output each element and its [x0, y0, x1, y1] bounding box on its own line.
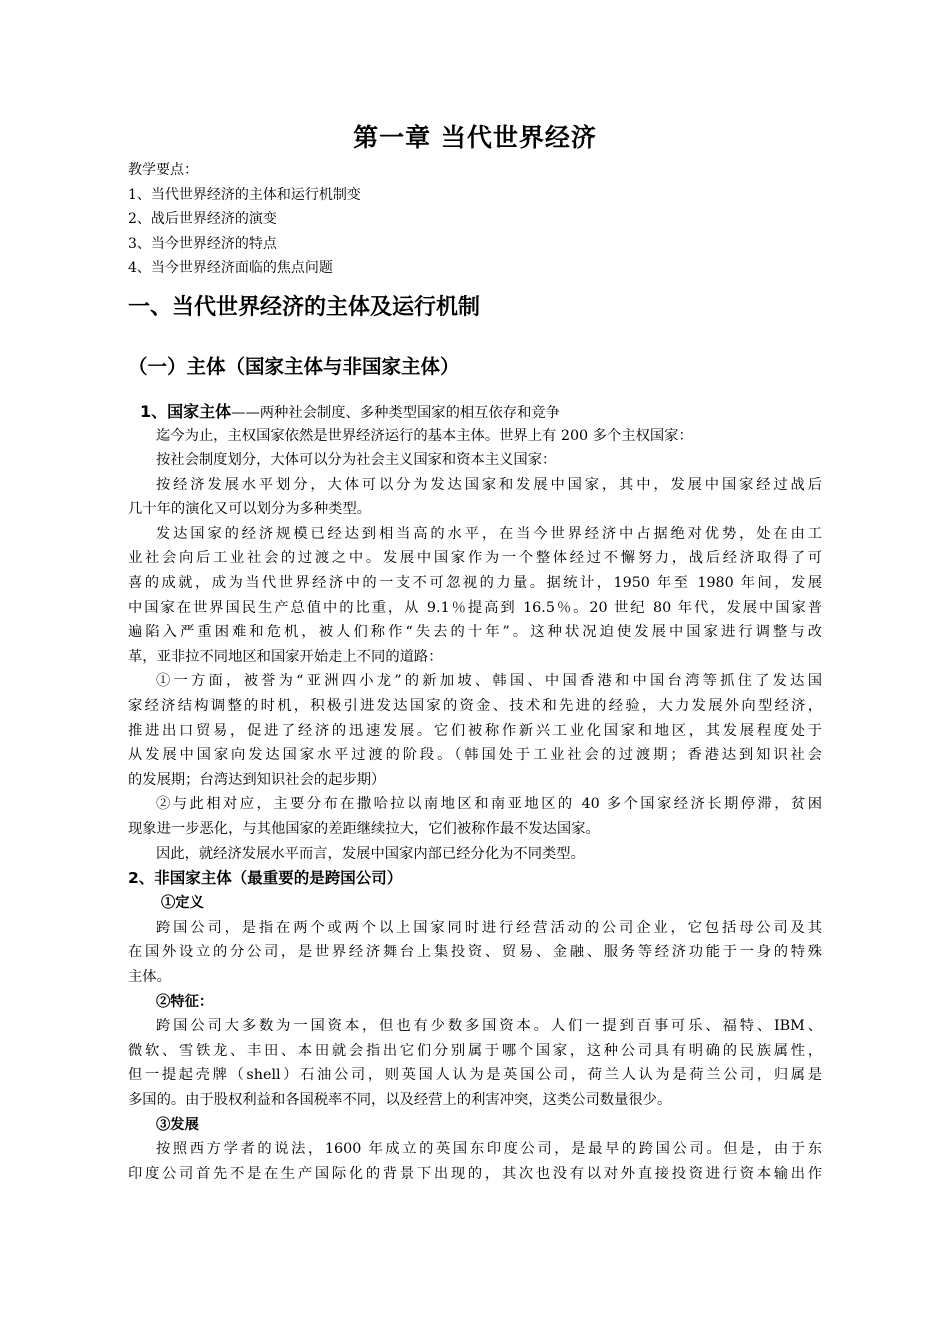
outline-item: 4、当今世界经济面临的焦点问题	[128, 260, 333, 276]
paragraph-line: 业社会向后工业社会的过渡之中。发展中国家作为一个整体经过不懈努力，战后经济取得了可	[128, 550, 822, 567]
paragraph-line: 革，亚非拉不同地区和国家开始走上不同的道路：	[128, 648, 443, 665]
paragraph	[128, 1137, 822, 1186]
paragraph-line: 迄今为止，主权国家依然是世界经济运行的基本主体。世界上有 200 多个主权国家：	[156, 427, 693, 444]
features-label: ②特征：	[156, 993, 214, 1010]
paragraph-line: 在国外设立的分公司，是世界经济舞台上集投资、贸易、金融、服务等经济功能于一身的特殊	[128, 944, 822, 961]
document-body	[128, 118, 822, 1186]
paragraph-line: 推进出口贸易，促进了经济的迅速发展。它们被称作新兴工业化国家和地区，其发展程度处于	[128, 722, 822, 739]
section-heading: 一、当代世界经济的主体及运行机制	[128, 294, 481, 320]
paragraph	[128, 424, 822, 449]
paragraph	[128, 473, 822, 522]
state-actor-heading	[128, 399, 822, 424]
paragraph-line: 多国的。由于股权利益和各国税率不同，以及经营上的利害冲突，这类公司数量很少。	[128, 1091, 672, 1108]
paragraph-line: 几十年的演化又可以划分为多种类型。	[128, 501, 372, 518]
development-label: ③发展	[156, 1116, 199, 1133]
paragraph	[128, 522, 822, 670]
paragraph-line: 按社会制度划分，大体可以分为社会主义国家和资本主义国家：	[156, 452, 557, 469]
paragraph	[128, 448, 822, 473]
outline-item: 1、当代世界经济的主体和运行机制变	[128, 186, 361, 203]
non-state-actor-heading: 2、非国家主体（最重要的是跨国公司）	[128, 869, 403, 888]
outline-item: 2、战后世界经济的演变	[128, 211, 277, 227]
state-actor-heading-rest: ——两种社会制度、多种类型国家的相互依存和竞争	[231, 404, 560, 421]
paragraph-line: 按照西方学者的说法，1600 年成立的英国东印度公司，是最早的跨国公司。但是，由于东	[156, 1141, 822, 1158]
subsection-heading: （一）主体（国家主体与非国家主体）	[128, 354, 460, 378]
paragraph-line: 微软、雪铁龙、丰田、本田就会指出它们分别属于哪个国家，这种公司具有明确的民族属性，	[128, 1042, 822, 1059]
paragraph-line: 喜的成就，成为当代世界经济中的一支不可忽视的力量。据统计，1950 年至 1980 年间，发展	[128, 575, 822, 592]
paragraph-line: 跨国公司，是指在两个或两个以上国家同时进行经营活动的公司企业，它包括母公司及其	[156, 919, 822, 936]
paragraph-line: 的发展期；台湾达到知识社会的起步期）	[128, 771, 386, 788]
paragraph-line: ①一方面，被誉为“亚洲四小龙”的新加坡、韩国、中国香港和中国台湾等抓住了发达国	[156, 673, 822, 690]
paragraph-line: 遍陷入严重困难和危机，被人们称作“失去的十年”。这种状况迫使发展中国家进行调整与改	[128, 624, 822, 641]
paragraph	[128, 842, 822, 867]
outline-label: 教学要点：	[128, 162, 198, 178]
paragraph	[128, 669, 822, 792]
paragraph-line: 跨国公司大多数为一国资本，但也有少数多国资本。人们一提到百事可乐、福特、IBM、	[156, 1018, 822, 1035]
paragraph	[128, 1014, 822, 1112]
paragraph	[128, 792, 822, 841]
state-actor-heading-bold: 1、国家主体	[140, 401, 232, 421]
paragraph-line: 因此，就经济发展水平而言，发展中国家内部已经分化为不同类型。	[156, 845, 585, 862]
paragraph	[128, 916, 822, 990]
teaching-outline	[128, 158, 822, 281]
outline-item: 3、当今世界经济的特点	[128, 235, 277, 252]
definition-label: ①定义	[161, 895, 204, 912]
paragraph-line: 印度公司首先不是在生产国际化的背景下出现的，其次也没有以对外直接投资进行资本输出作	[128, 1165, 822, 1182]
paragraph-line: 按经济发展水平划分，大体可以分为发达国家和发展中国家，其中，发展中国家经过战后	[156, 476, 822, 493]
chapter-title: 第一章 当代世界经济	[353, 123, 597, 152]
paragraph-line: ②与此相对应，主要分布在撒哈拉以南地区和南亚地区的 40 多个国家经济长期停滞，贫困	[156, 796, 822, 813]
paragraph-line: 但一提起壳牌（shell）石油公司，则英国人认为是英国公司，荷兰人认为是荷兰公司，归属是	[128, 1067, 822, 1084]
paragraph-line: 家经济结构调整的时机，积极引进发达国家的资金、技术和先进的经验，大力发展外向型经济，	[128, 698, 822, 715]
paragraph-line: 发达国家的经济规模已经达到相当高的水平，在当今世界经济中占据绝对优势，处在由工	[156, 525, 822, 542]
paragraph-line: 中国家在世界国民生产总值中的比重，从 9.1％提高到 16.5％。20 世纪 80 年代，发展中国家普	[128, 599, 822, 616]
paragraph-line: 主体。	[128, 968, 171, 985]
paragraph-line: 从发展中国家向发达国家水平过渡的阶段。（韩国处于工业社会的过渡期；香港达到知识社会	[128, 747, 822, 764]
paragraph-line: 现象进一步恶化，与其他国家的差距继续拉大，它们被称作最不发达国家。	[128, 821, 600, 837]
